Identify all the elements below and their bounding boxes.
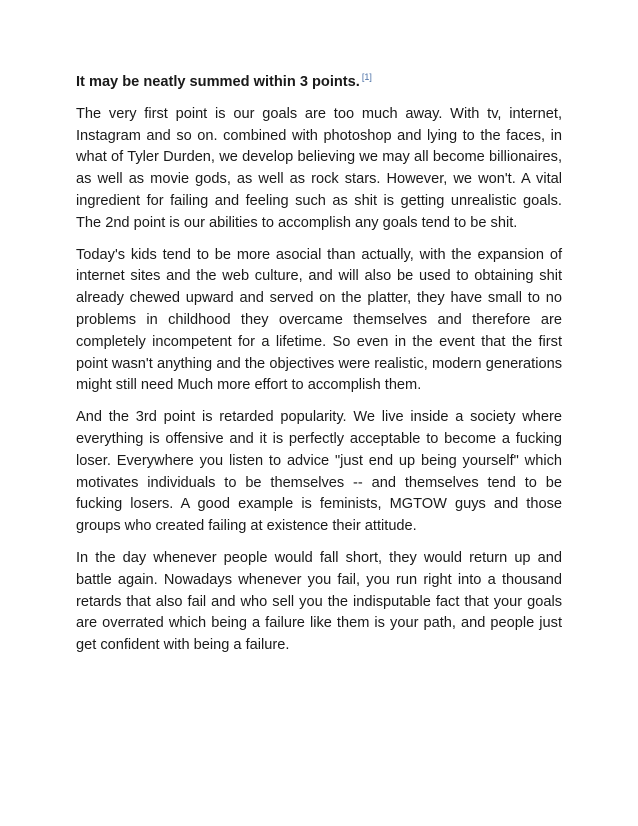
footnote-link[interactable]: [1]	[361, 72, 372, 83]
paragraph-2: Today's kids tend to be more asocial than actually, with the expansion of internet sites and the web culture, and will also be used to obtaining shit already chewed upward and served on the platter, they have small to no problems in childhood they overcame themselves and therefore are completely incompetent for a lifetime. So even in the event that the first point wasn't anything and the objectives were realistic, modern generations might still need Much more effort to accomplish them.	[76, 246, 562, 394]
paragraph-3: And the 3rd point is retarded popularity. We live inside a society where everything is offensive and it is perfectly acceptable to become a fucking loser. Everywhere you listen to advice "just end up being yourself" which motivates individuals to be themselves -- and themselves tend to be fucking losers. A good example is feminists, MGTOW guys and those groups who created failing at existence their attitude.	[76, 409, 562, 535]
paragraph-4: In the day whenever people would fall short, they would return up and battle again. Nowadays whenever you fail, you run right into a thousand retards that also fail and who sell you the indisputable fact that your goals are overrated which being a failure like them is your path, and people just get confident with being a failure.	[76, 549, 562, 654]
document-body	[76, 72, 562, 667]
paragraph-1: The very first point is our goals are too much away. With tv, internet, Instagram and so on. combined with photoshop and lying to the faces, in what of Tyler Durden, we develop believing we may all become billionaires, as well as movie gods, as well as rock stars. However, we won't. A vital ingredient for failing and feeling such as shit is getting unrealistic goals. The 2nd point is our abilities to accomplish any goals tend to be shit.	[76, 105, 562, 231]
heading-text: It may be neatly summed within 3 points.	[76, 74, 360, 90]
section-heading	[76, 72, 562, 94]
